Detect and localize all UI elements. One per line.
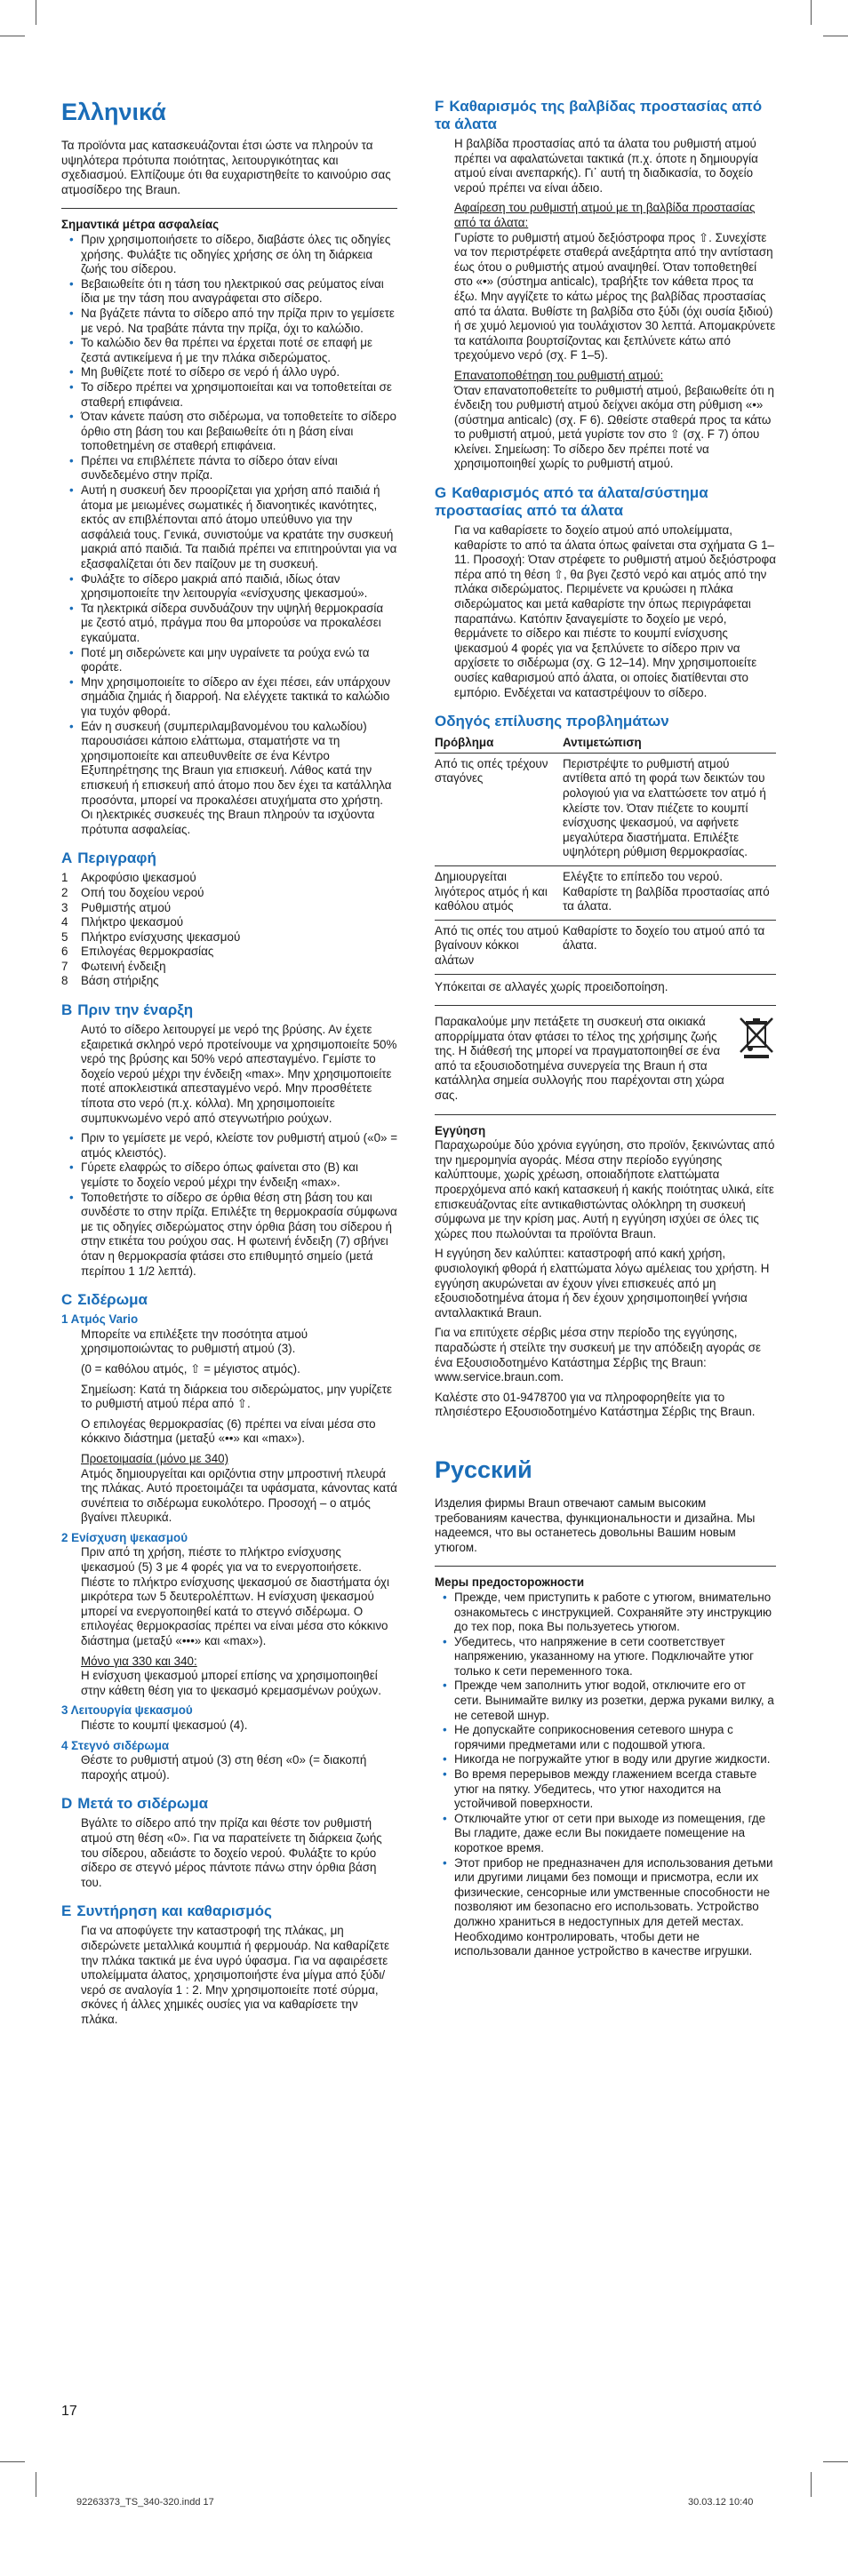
section-b-text: Αυτό το σίδερο λειτουργεί με νερό της βρύσης. Αν έχετε εξαιρετικά σκληρό νερό προτείνουμε να χρησιμοποιείτε 50% νερό της βρύσης και 50% νερό απεσταγμένο. Γεμίστε το δοχείο νερού μέχρι την ένδειξη «max». Μην χρησιμοποιείτε ποτέ αποκλειστικά απεσταγμένο νερό. Μην προσθέτετε τίποτα στο νερό (π.χ. κόλλα). Μη χρησιμοποιείτε συμπυκνωμένο νερό από στεγνωτήριο ρούχων. [81,1023,397,1125]
safety-item: • Этот прибор не предназначен для использования детьми или другими лицами без помощи и присмотра, если их физические, сенсорные или умственные способности не позволяют им безопасно его использовать. Устройство должно храниться в недоступных для детей местах. Необходимо контролировать, чтобы дети не использовали данное устройство в качестве игрушки. [435,1856,776,1959]
divider [61,208,397,209]
crop-mark [811,0,812,25]
section-b-list [61,1131,397,1279]
dry-ironing-text: Θέστε το ρυθμιστή ατμού (3) στη θέση «0» (= διακοπή παροχής ατμού). [81,1753,367,1782]
safety-item: • Πρέπει να επιβλέπετε πάντα το σίδερο όταν είναι συνδεδεμένο στην πρίζα. [61,454,397,483]
spray-function-text: Πιέστε το κουμπί ψεκασμού (4). [81,1719,248,1732]
spray-boost-text: Πριν από τη χρήση, πιέστε το πλήκτρο ενίσχυσης ψεκασμού (5) 3 με 4 φορές για να το ενεργοποιήσετε. Πιέστε το πλήκτρο ενίσχυσης ψεκασμού σε διαστήματα όχι μικρότερα των 5 δευτερολέπτων. Η ενίσχυση ψεκασμού μπορεί να ενεργοποιηθεί κατά το στεγνό σιδέρωμα. Ο επιλογέας θερμοκρασίας πρέπει να είναι μέσα στο κόκκινο διάστημα (μεταξύ «•••» και «max»). [81,1545,389,1648]
section-e-text: Για να αποφύγετε την καταστροφή της πλάκας, μη σιδερώνετε μεταλλικά κουμπιά ή φερμουάρ. Να καθαρίζετε την πλάκα τακτικά με ένα υγρό ύφασμα. Για να αφαιρέσετε υπολείμματα άλατος, χρησιμοποιήστε ένα μίγμα από ξύδι/νερό σε αναλογία 1 : 2. Μην χρησιμοποιείτε ποτέ σύρμα, σκόνες ή άλλες χημικές ουσίες για να καθαρίσετε την πλάκα. [81,1924,389,2026]
description-item: 4 Πλήκτρο ψεκασμού [61,915,184,929]
safety-title: Σημαντικά μέτρα ασφαλείας [61,218,220,232]
vario-text: (0 = καθόλου ατμός, ⇧ = μέγιστος ατμός). [81,1361,300,1376]
vario-text: Ατμός δημιουργείται και οριζόντια στην μπροστινή πλευρά της πλάκας. Αυτό προετοιμάζει τα υφάσματα, κάνοντας κατά συνέπεια το σιδέρωμα ευκολότερο. Προσοχή – ο ατμός βγαίνει πλευρικά. [81,1466,397,1525]
section-e-heading: E Συντήρηση και καθαρισμός [61,1902,272,1920]
vario-text: Σημείωση: Κατά τη διάρκεια του σιδερώματος, μην γυρίζετε το ρυθμιστή ατμού πέρα από ⇧. [81,1382,392,1411]
safety-item: • Во время перерывов между глажением всегда ставьте утюг на пятку. Убедитесь, что утюг находится на устойчивой поверхности. [435,1767,776,1812]
safety-item: • Φυλάξτε το σίδερο μακριά από παιδιά, ιδίως όταν χρησιμοποιείτε την λειτουργία «ενίσχυσης ψεκασμού». [61,572,397,602]
warranty-text: Για να επιτύχετε σέρβις μέσα στην περίοδο της εγγύησης, παραδώστε ή στείλτε την συσκευή με την απόδειξη αγοράς σε ένα Εξουσιοδοτημένο Κατάστημα Σέρβις της Braun: www.service.braun.com. [435,1326,762,1384]
change-note: Υπόκειται σε αλλαγές χωρίς προειδοποίηση. [435,979,668,993]
section-f-heading: F Καθαρισμός της βαλβίδας προστασίας από τα άλατα [435,98,763,132]
models-heading: Μόνο για 330 και 340: [81,1654,197,1668]
description-item: 6 Επιλογέας θερμοκρασίας [61,945,214,959]
weee-notice [435,1015,776,1104]
left-column [61,98,397,2033]
table-header: Αντιμετώπιση [563,734,776,753]
divider [435,1005,776,1006]
safety-item: • Εάν η συσκευή (συμπεριλαμβανομένου του καλωδίου) παρουσιάσει κάποιο ελάττωμα, σταματήστε να τη χρησιμοποιείτε και απευθυνθείτε σε ένα Κέντρο Εξυπηρέτησης της Braun για επισκευή. Λάθος κατά την επισκευή ή επισκευή από άτομο που δεν έχει τα κατάλληλα προσόντα, μπορεί να προκαλέσει ατυχήματα στο χρήστη. Οι ηλεκτρικές συσκευές της Braun πληρούν τα ισχύοντα πρότυπα ασφαλείας. [61,720,397,838]
safety-list [61,233,397,837]
solution-cell: Καθαρίστε το δοχείο του ατμού από τα άλατα. [563,920,776,974]
vario-text: Μπορείτε να επιλέξετε την ποσότητα ατμού χρησιμοποιώντας το ρυθμιστή ατμού (3). [81,1327,308,1356]
safety-item: • Βεβαιωθείτε ότι η τάση του ηλεκτρικού σας ρεύματος είναι ίδια με την τάση που αναγράφεται στο σίδερο. [61,277,397,307]
table-header: Πρόβλημα [435,734,563,753]
section-g-text: Για να καθαρίσετε το δοχείο ατμού από υπολείμματα, καθαρίστε το από τα άλατα όπως φαίνεται στα σχήματα G 1–11. Προσοχή: Όταν στρέφετε το ρυθμιστή ατμού δεξιόστροφα πέρα από τη θέση ⇧, θα βγει ζεστό νερό και ατμός από την πλάκα σιδερώματος. Περιμένετε να κρυώσει η πλάκα σιδερώματος και μετά καθαρίστε την όπως περιγράφεται παραπάνω. Κατόπιν ξαναγεμίστε το δοχείο με νερό, θερμάνετε το σίδερο και πιέστε το κουμπί ενίσχυσης ψεκασμού 4 φορές για να ξεπλύνετε το σίδερο πριν να αρχίσετε το σιδέρωμα (σχ. G 12–14). Μην χρησιμοποιείτε ουσίες καθαρισμού από άλατα, οι οποίες διατίθενται στο εμπόριο. Ενδέχεται να καταστρέψουν το σίδερο. [454,523,776,699]
solution-cell: Ελέγξτε το επίπεδο του νερού. Καθαρίστε τη βαλβίδα προστασίας από τα άλατα. [563,865,776,920]
safety-item: • Прежде, чем приступить к работе с утюгом, внимательно ознакомьтесь с инструкцией. Сохраняйте эту инструкцию до тех пор, пока Вы пользуетесь утюгом. [435,1591,776,1635]
table-row [435,753,776,865]
russian-title: Pyccкий [435,1455,532,1483]
footer-file: 92263373_TS_340-320.indd 17 [76,2497,214,2508]
warranty-text: Παραχωρούμε δύο χρόνια εγγύηση, στο προϊόν, ξεκινώντας από την ημερομηνία αγοράς. Μέσα στην περίοδο εγγύησης καλύπτουμε, χωρίς χρέωση, οποιαδήποτε ελαττώματα προερχόμενα από κακή κατασκευή ή κακής ποιότητας υλικά, είτε επισκευάζοντας είτε αντικαθιστώντας ολόκληρη τη συσκευή σύμφωνα με την κρίση μας. Αυτή η εγγύηση ισχύει σε όλες τις χώρες που πωλούνται τα προϊόντα Braun. [435,1138,775,1240]
description-item: 5 Πλήκτρο ενίσχυσης ψεκασμού [61,929,241,944]
right-column [435,98,776,1959]
safety-item: • Τα ηλεκτρικά σίδερα συνδυάζουν την υψηλή θερμοκρασία με ζεστό ατμό, πράγμα που θα μπορούσε να προκαλέσει εγκαύματα. [61,602,397,646]
russian-intro: Изделия фирмы Braun отвечают самым высоким требованиям качества, функциональности и дизайна. Мы надеемся, что вы останетесь довольны Вашим новым утюгом. [435,1495,756,1554]
section-d-heading: D Μετά το σιδέρωμα [61,1795,209,1813]
section-c-heading: C Σιδέρωμα [61,1291,148,1309]
description-list [61,871,397,989]
russian-safety-title: Меры предосторожности [435,1575,585,1590]
spray-boost-title: 2 Ενίσχυση ψεκασμού [61,1530,188,1544]
spray-function-title: 3 Λειτουργία ψεκασμού [61,1703,193,1718]
safety-item: • Μη βυθίζετε ποτέ το σίδερο σε νερό ή άλλο υγρό. [61,365,397,380]
description-item: 7 Φωτεινή ένδειξη [61,959,166,973]
page-number: 17 [61,2404,77,2419]
footer-date: 30.03.12 10:40 [688,2497,754,2508]
problem-cell: Δημιουργείται λιγότερος ατμός ή και καθόλου ατμός [435,865,563,920]
description-item: 1 Ακροφύσιο ψεκασμού [61,871,196,885]
table-row [435,865,776,920]
divider [435,1566,776,1567]
safety-item: • Όταν κάνετε παύση στο σιδέρωμα, να τοποθετείτε το σίδερο όρθιο στη βάση του και βεβαιωθείτε ότι η βάση είναι τοποθετημένη σε σταθερή επιφάνεια. [61,410,397,454]
vario-steam-title: 1 Ατμός Vario [61,1312,139,1327]
crossed-bin-icon [737,1015,776,1059]
spray-boost-text: Η ενίσχυση ψεκασμού μπορεί επίσης να χρησιμοποιηθεί στην κάθετη θέση για το ψεκασμό κρεμασμένων ρούχων. [81,1669,381,1697]
section-b-item: • Πριν το γεμίσετε με νερό, κλείστε τον ρυθμιστή ατμού («0» = ατμός κλειστός). [61,1131,397,1160]
solution-cell: Περιστρέψτε το ρυθμιστή ατμού αντίθετα από τη φορά των δεικτών του ρολογιού για να ελαττώσετε τον ατμό ή κλείστε τον. Όταν πιέζετε το κουμπί ενίσχυσης ψεκασμού, να αφήνετε μεγαλύτερα διαστήματα. Επιλέξτε υψηλότερη ρύθμιση θερμοκρασίας. [563,753,776,865]
safety-item: • Не допускайте соприкосновения сетевого шнура с горячими предметами или с подошвой утюга. [435,1723,776,1752]
section-a-heading: A Περιγραφή [61,849,156,867]
safety-item: • Убедитесь, что напряжение в сети соответствует напряжению, указанному на утюге. Подключайте утюг только к сети переменного тока. [435,1635,776,1679]
warranty-text: Καλέστε στο 01-9478700 για να πληροφορηθείτε για το πλησιέστερο Εξουσιοδοτημένο Κατάστημα Σέρβις της Braun. [435,1390,756,1419]
safety-item: • Никогда не погружайте утюг в воду или другие жидкости. [435,1752,776,1767]
problem-cell: Από τις οπές τρέχουν σταγόνες [435,753,563,865]
crop-mark [0,2461,25,2462]
safety-item: • Αυτή η συσκευή δεν προορίζεται για χρήση από παιδιά ή άτομα με μειωμένες σωματικές ή διανοητικές ικανότητες, εκτός αν επιβλέπονται από άτομο υπεύθυνο για την ασφάλειά τους. Γενικά, συνιστούμε να κρατάτε την συσκευή μακριά από παιδιά. Τα παιδιά πρέπει να επιτηρούνται για να εξασφαλίζεται ότι δεν παίζουν με τη συσκευή. [61,483,397,572]
greek-intro: Τα προϊόντα μας κατασκευάζονται έτσι ώστε να πληρούν τα υψηλότερα πρότυπα ποιότητας, λειτουργικότητας και σχεδιασμού. Ελπίζουμε ότι θα ευχαριστηθείτε το καινούριο σας ατμοσίδερο της Braun. [61,139,391,196]
section-b-item: • Γύρετε ελαφρώς το σίδερο όπως φαίνεται στο (B) και γεμίστε το δοχείο νερού μέχρι την ένδειξη «max». [61,1160,397,1190]
vario-text: Ο επιλογέας θερμοκρασίας (6) πρέπει να είναι μέσα στο κόκκινο διάστημα (μεταξύ «••» και «max»). [81,1416,376,1446]
greek-title: Ελληνικά [61,99,166,125]
preparation-heading: Προετοιμασία (μόνο με 340) [81,1451,229,1465]
safety-item: • Прежде чем заполнить утюг водой, отключите его от сети. Вынимайте вилку из розетки, держа руками вилку, а не сетевой шнур. [435,1679,776,1723]
russian-section [435,1455,776,1959]
section-f-subheading: Επανατοποθέτηση του ρυθμιστή ατμού: [454,368,664,382]
section-f-text: Γυρίστε το ρυθμιστή ατμού δεξιόστροφα προς ⇧. Συνεχίστε να τον περιστρέφετε σταθερά ανεξάρτητα από την αντίσταση έως ότου ο ρυθμιστής ατμού αναψηθεί. Όταν τοποθετηθεί στο «•» (σύστημα anticalc), τραβήξτε τον κάθετα προς τα έξω. Μην αγγίζετε το κάτω μέρος της βαλβίδας προστασίας από τα άλατα. Βυθίστε τη βαλβίδα στο ξύδι (όχι ουσία ξιδιού) ή σε χυμό λεμονιού για τουλάχιστον 30 λεπτά. Απομακρύνετε τα κατάλοιπα βουρτσίζοντας και ξεπλύνετε κάτω από τρεχούμενο νερό (σχ. F 1–5). [454,230,776,363]
description-item: 8 Βάση στήριξης [61,974,159,988]
section-f-text: Η βαλβίδα προστασίας από τα άλατα του ρυθμιστή ατμού πρέπει να αφαλατώνεται τακτικά (π.χ. όποτε η δημιουργία ατμού είναι ανεπαρκής). Γι᾽ αυτή τη διαδικασία, το δοχείο νερού πρέπει να είναι άδειο. [454,137,758,195]
crop-mark [811,2472,812,2497]
dry-ironing-title: 4 Στεγνό σιδέρωμα [61,1738,170,1752]
safety-item: • Отключайте утюг от сети при выходе из помещения, где Вы гладите, даже если Вы покидаете помещение на короткое время. [435,1812,776,1856]
warranty-title: Εγγύηση [435,1123,486,1137]
table-row [435,920,776,974]
section-b-heading: B Πριν την έναρξη [61,1001,194,1019]
section-f-text: Όταν επανατοποθετείτε το ρυθμιστή ατμού, βεβαιωθείτε ότι η ένδειξη του ρυθμιστή ατμού δείχνει ακόμα στη ρύθμιση «•» (σύστημα anticalc) (σχ. F 6). Ωθείστε σταθερά προς τα κάτω το ρυθμιστή ατμού, μετά γυρίστε τον στο ⇧ (σχ. F 7) όπου κλείνει. Σημείωση: Το σίδερο δεν πρέπει ποτέ να χρησιμοποιηθεί χωρίς το ρυθμιστή ατμού. [454,383,774,471]
weee-text: Παρακαλούμε μην πετάξετε τη συσκευή στα οικιακά απορρίμματα όταν φτάσει το τέλος της χρήσιμης ζωής της. Η διάθεσή της μπορεί να πραγματοποιηθεί σε ένα από τα εξουσιοδοτημένα συνεργεία της Braun ή στα κατάλληλα σημεία συλλογής που παρέχονται στη χώρα σας. [435,1015,724,1103]
safety-item: • Ποτέ μη σιδερώνετε και μην υγραίνετε τα ρούχα ενώ τα φοράτε. [61,646,397,675]
description-item: 3 Ρυθμιστής ατμού [61,900,172,914]
safety-item: • Το καλώδιο δεν θα πρέπει να έρχεται ποτέ σε επαφή με ζεστά αντικείμενα ή με την πλάκα σιδερώματος. [61,336,397,365]
section-f-subheading: Αφαίρεση του ρυθμιστή ατμού με τη βαλβίδα προστασίας από τα άλατα: [454,201,756,229]
crop-mark [823,2461,848,2462]
safety-item: • Το σίδερο πρέπει να χρησιμοποιείται και να τοποθετείται σε σταθερή επιφάνεια. [61,380,397,410]
safety-item: • Πριν χρησιμοποιήσετε το σίδερο, διαβάστε όλες τις οδηγίες χρήσης. Φυλάξτε τις οδηγίες χρήσης σε όλη τη διάρκεια ζωής του σίδερου. [61,233,397,277]
russian-safety-list [435,1591,776,1959]
safety-item: • Μην χρησιμοποιείτε το σίδερο αν έχει πέσει, εάν υπάρχουν σημάδια ζημιάς ή διαρροή. Να ελέγχετε τακτικά το καλώδιο για τυχόν φθορά. [61,675,397,720]
troubleshooting-heading: Οδηγός επίλυσης προβλημάτων [435,713,669,730]
troubleshooting-table [435,734,776,974]
problem-cell: Από τις οπές του ατμού βγαίνουν κόκκοι αλάτων [435,920,563,974]
divider [435,1114,776,1115]
section-g-heading: G Καθαρισμός από τα άλατα/σύστημα προστασίας από τα άλατα [435,484,708,520]
section-d-text: Βγάλτε το σίδερο από την πρίζα και θέστε τον ρυθμιστή ατμού στη θέση «0». Για να παρατείνετε τη διάρκεια ζωής του σίδερου, αδειάστε το δοχείο νερού. Φυλάξτε το κρύο σίδερο σε στεγνό μέρος πάντοτε πάνω στην όρθια βάση του. [81,1816,382,1889]
safety-item: • Να βγάζετε πάντα το σίδερο από την πρίζα πριν το γεμίσετε με νερό. Να τραβάτε πάντα την πρίζα, όχι το καλώδιο. [61,307,397,336]
warranty-text: Η εγγύηση δεν καλύπτει: καταστροφή από κακή χρήση, φυσιολογική φθορά ή ελαττώματα λόγω αμέλειας του χρήστη. Η εγγύηση ακυρώνεται αν έχουν γίνει επισκευές από μη εξουσιοδοτημένα άτομα ή δεν έχουν χρησιμοποιηθεί γνήσια ανταλλακτικά Braun. [435,1247,770,1320]
section-b-item: • Τοποθετήστε το σίδερο σε όρθια θέση στη βάση του και συνδέστε το στην πρίζα. Επιλέξτε τη θερμοκρασία σύμφωνα με τις οδηγίες σιδερώματος στην όρθια βάση του σίδερου ή στην ετικέτα του ρούχου σας. Η φωτεινή ένδειξη (7) σβήνει όταν η θερμοκρασία φτάσει στο επιθυμητό σημείο (μετά περίπου 1 1/2 λεπτά). [61,1191,397,1280]
description-item: 2 Οπή του δοχείου νερού [61,885,204,899]
